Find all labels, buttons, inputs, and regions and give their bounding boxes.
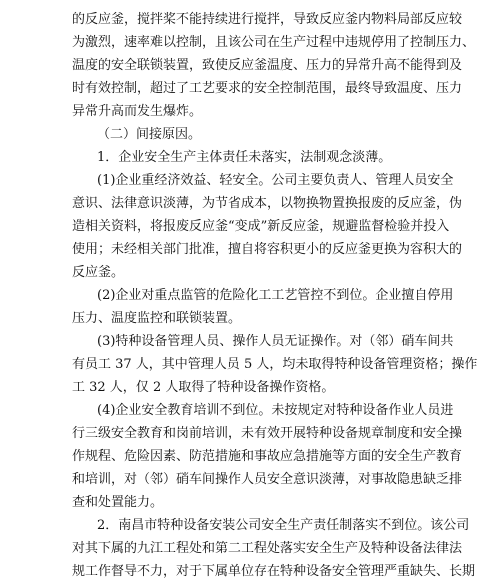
text-line: (4)企业安全教育培训不到位。未按规定对特种设备作业人员进 [97, 403, 454, 418]
text-line: 作规程、危险因素、防范措施和事故应急措施等方面的安全生产教育 [72, 449, 463, 464]
text-line: 温度的安全联锁装置，致使反应釜温度、压力的异常升高不能得到及 [72, 58, 463, 73]
section-heading: （二）间接原因。 [97, 127, 202, 142]
text-line: 和培训，对（邻）硝车间操作人员安全意识淡薄，对事故隐患缺乏排 [72, 472, 463, 487]
text-line: 查和处置能力。 [72, 495, 164, 510]
text-line: 反应釜。 [72, 265, 125, 280]
text-line: (2)企业对重点监管的危险化工工艺管控不到位。企业擅自停用 [97, 288, 454, 303]
text-line: (1)企业重经济效益、轻安全。公司主要负责人、管理人员安全 [97, 173, 454, 188]
text-line: 2．南昌市特种设备安装公司安全生产责任制落实不到位。该公司 [97, 518, 470, 533]
subsection-heading: 1．企业安全生产主体责任未落实，法制观念淡薄。 [97, 150, 392, 165]
text-line: 时有效控制，超过了工艺要求的安全控制范围，最终导致温度、压力 [72, 81, 463, 96]
text-line: 工 32 人，仅 2 人取得了特种设备操作资格。 [72, 380, 335, 395]
text-line: 有员工 37 人，其中管理人员 5 人，均未取得特种设备管理资格；操作 [72, 357, 477, 372]
text-line: 使用；未经相关部门批准，擅自将容积更小的反应釜更换为容积大的 [72, 242, 463, 257]
text-line: 压力、温度监控和联锁装置。 [72, 311, 242, 326]
text-line: 异常升高而发生爆炸。 [72, 104, 203, 119]
text-line: 规工作督导不力，对于下属单位存在特种设备安全管理严重缺失、长期 [72, 564, 476, 579]
text-line: 行三级安全教育和岗前培训，未有效开展特种设备规章制度和安全操 [72, 426, 463, 441]
text-line: 为激烈，速率难以控制，且该公司在生产过程中违规停用了控制压力、 [72, 35, 476, 50]
text-line: 造相关资料，将报废反应釜“变成”新反应釜，规避监督检验并投入 [72, 219, 450, 234]
text-line: (3)特种设备管理人员、操作人员无证操作。对（邻）硝车间共 [97, 334, 454, 349]
text-line: 意识、法律意识淡薄，为节省成本，以物换物置换报废的反应釜，伪 [72, 196, 463, 211]
text-line: 的反应釜，搅拌桨不能持续进行搅拌，导致反应釜内物料局部反应较 [72, 12, 463, 27]
text-line: 对其下属的九江工程处和第二工程处落实安全生产及特种设备法律法 [72, 541, 463, 556]
